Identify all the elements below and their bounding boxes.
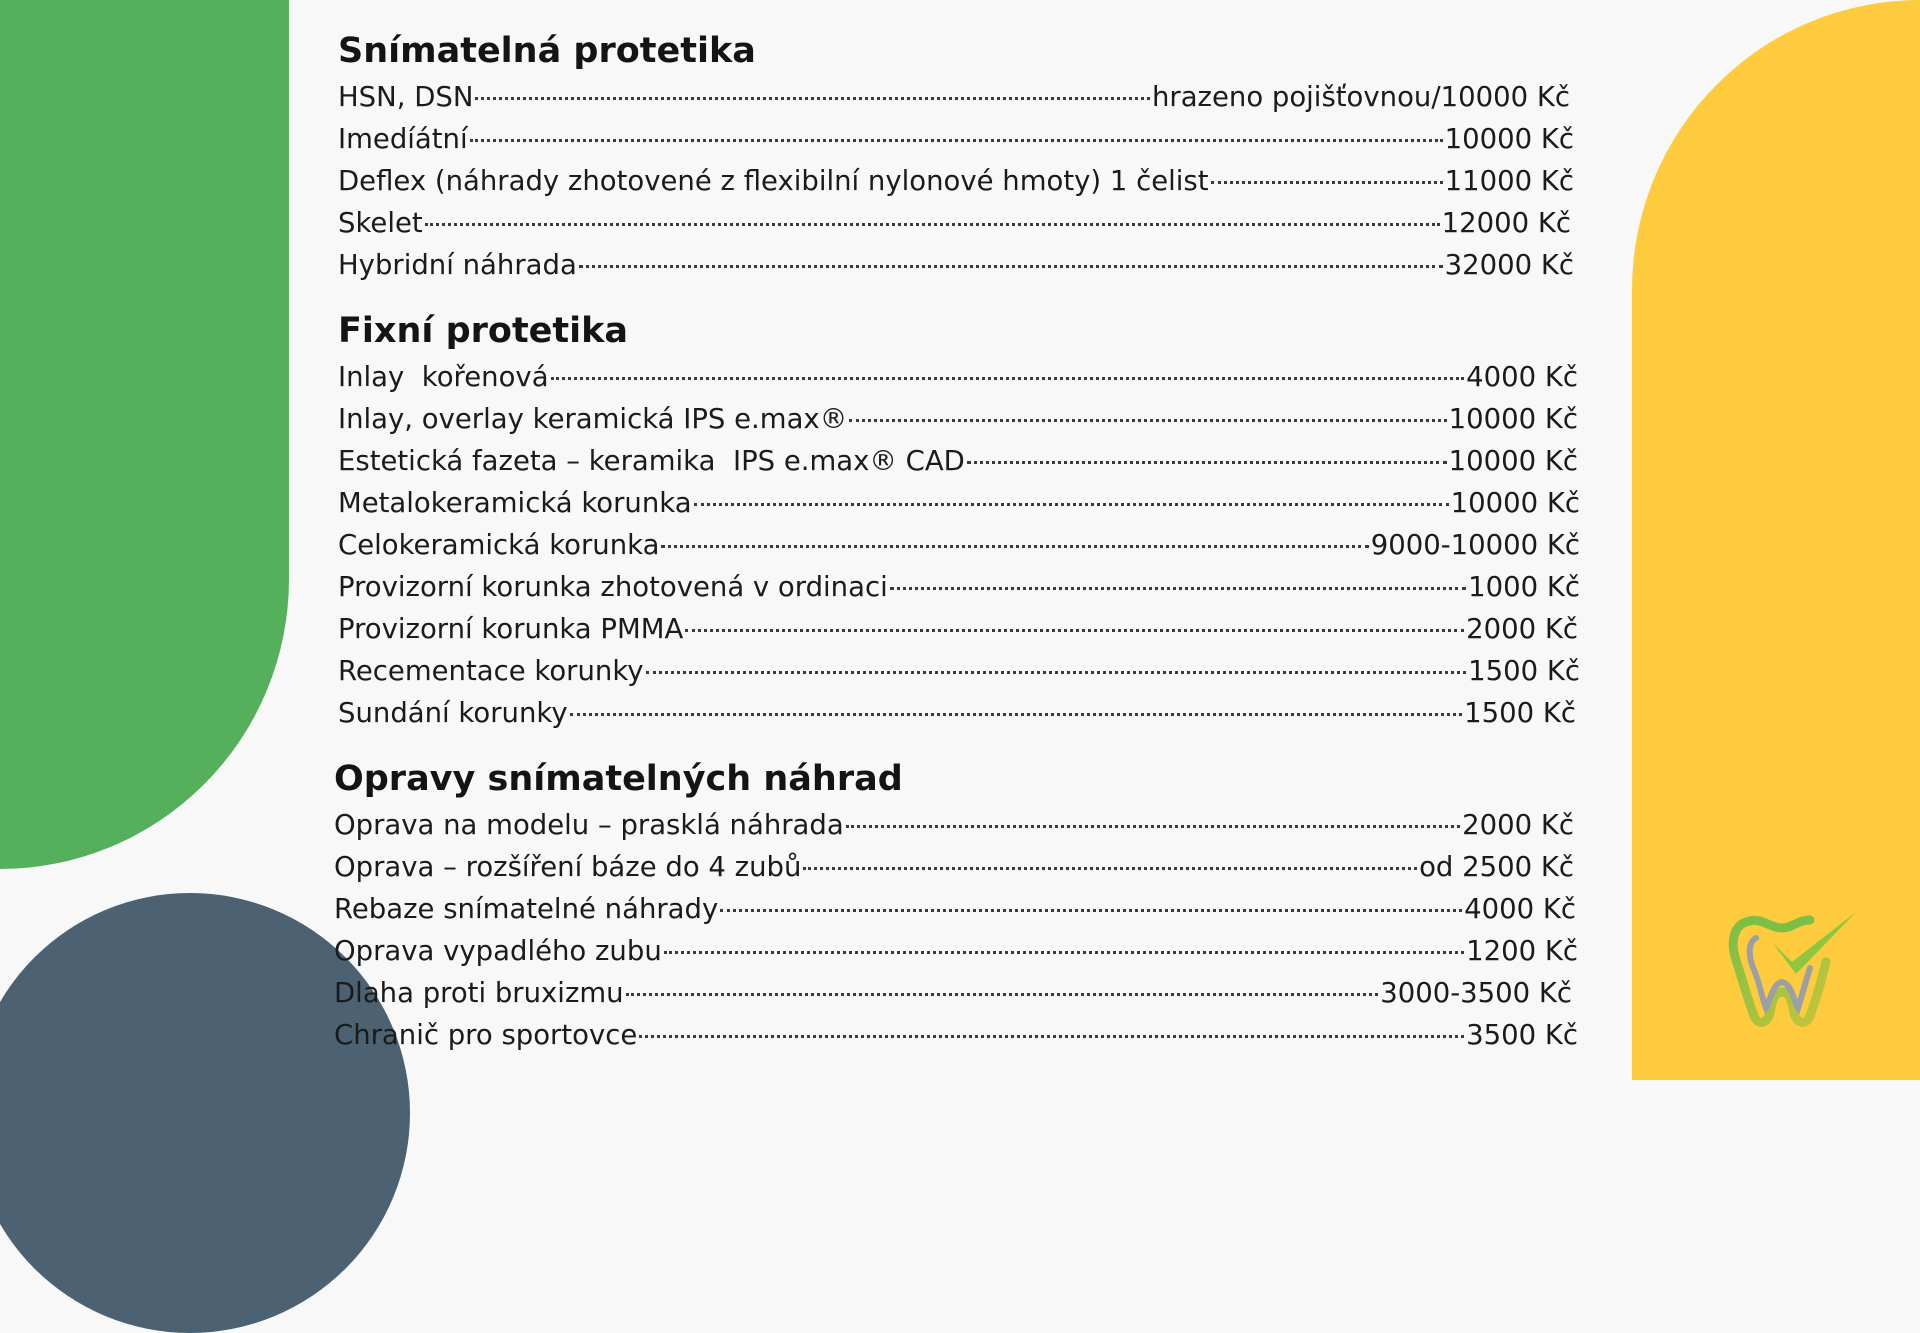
item-name: Inlay kořenová (338, 361, 549, 393)
item-price: 3500 Kč (1466, 1019, 1578, 1051)
item-price: 10000 Kč (1444, 123, 1574, 155)
item-name: Dlaha proti bruxizmu (334, 977, 624, 1009)
item-name: Recementace korunky (338, 655, 644, 687)
item-price: od 2500 Kč (1419, 851, 1574, 883)
item-price: 4000 Kč (1466, 361, 1578, 393)
item-price: hrazeno pojišťovnou/10000 Kč (1151, 81, 1570, 113)
item-name: Provizorní korunka PMMA (338, 613, 684, 645)
item-price: 2000 Kč (1462, 809, 1574, 841)
item-name: Deflex (náhrady zhotovené z flexibilní nylonové hmoty) 1 čelist (338, 165, 1209, 197)
price-row (338, 482, 1580, 524)
price-row (334, 804, 1574, 846)
dot-leader (846, 825, 1460, 828)
dot-leader (470, 139, 1443, 142)
item-price: 12000 Kč (1441, 207, 1571, 239)
price-row (338, 202, 1571, 244)
dot-leader (694, 503, 1449, 506)
item-name: Celokeramická korunka (338, 529, 660, 561)
dot-leader (425, 223, 1440, 226)
item-name: Oprava – rozšíření báze do 4 zubů (334, 851, 802, 883)
price-row (334, 972, 1572, 1014)
price-list (330, 28, 1650, 1056)
dot-leader (551, 377, 1465, 380)
section-removable-prosthetics (338, 28, 1658, 286)
dot-leader (720, 909, 1462, 912)
item-name: HSN, DSN (338, 81, 474, 113)
item-price: 2000 Kč (1466, 613, 1578, 645)
dot-leader (967, 461, 1447, 464)
item-price: 11000 Kč (1444, 165, 1574, 197)
item-name: Hybridní náhrada (338, 249, 577, 281)
dot-leader (1211, 181, 1443, 184)
price-row (338, 440, 1578, 482)
section-fixed-prosthetics (338, 308, 1658, 734)
price-row (338, 356, 1578, 398)
price-row (338, 650, 1580, 692)
item-name: Oprava vypadlého zubu (334, 935, 662, 967)
item-price: 10000 Kč (1448, 445, 1578, 477)
item-price: 32000 Kč (1444, 249, 1574, 281)
section-heading: Snímatelná protetika (338, 31, 756, 71)
green-decorative-shape (0, 0, 289, 869)
item-name: Metalokeramická korunka (338, 487, 692, 519)
price-row (338, 244, 1574, 286)
dot-leader (890, 587, 1466, 590)
price-row (338, 692, 1576, 734)
item-price: 1000 Kč (1468, 571, 1580, 603)
item-name: Estetická fazeta – keramika IPS e.max® CAD (338, 445, 965, 477)
dot-leader (626, 993, 1379, 996)
item-price: 10000 Kč (1450, 487, 1580, 519)
item-name: Sundání korunky (338, 697, 568, 729)
dot-leader (570, 713, 1463, 716)
section-heading: Opravy snímatelných náhrad (334, 759, 903, 799)
dot-leader (849, 419, 1446, 422)
section-heading: Fixní protetika (338, 311, 629, 351)
item-price: 4000 Kč (1464, 893, 1576, 925)
dot-leader (661, 545, 1368, 548)
price-row (338, 566, 1580, 608)
item-name: Skelet (338, 207, 423, 239)
price-row (334, 888, 1576, 930)
item-price: 3000-3500 Kč (1380, 977, 1572, 1009)
price-row (334, 1014, 1578, 1056)
item-name: Oprava na modelu – prasklá náhrada (334, 809, 844, 841)
section-removable-repairs (334, 756, 1654, 1056)
item-price: 10000 Kč (1448, 403, 1578, 435)
item-price: 1200 Kč (1466, 935, 1578, 967)
dot-leader (664, 951, 1464, 954)
dot-leader (475, 97, 1150, 100)
dot-leader (639, 1035, 1464, 1038)
price-row (334, 846, 1574, 888)
dot-leader (685, 629, 1464, 632)
item-name: Rebaze snímatelné náhrady (334, 893, 719, 925)
price-row (338, 76, 1570, 118)
dot-leader (803, 867, 1417, 870)
item-price: 1500 Kč (1468, 655, 1580, 687)
dot-leader (646, 671, 1467, 674)
tooth-with-checkmark-icon (1726, 912, 1864, 1030)
price-row (334, 930, 1578, 972)
price-row (338, 524, 1580, 566)
item-name: Chranič pro sportovce (334, 1019, 638, 1051)
price-row (338, 118, 1574, 160)
price-row (338, 160, 1574, 202)
item-name: Inlay, overlay keramická IPS e.max® (338, 403, 848, 435)
price-row (338, 608, 1578, 650)
dot-leader (579, 265, 1443, 268)
item-name: Provizorní korunka zhotovená v ordinaci (338, 571, 888, 603)
item-name: Imedíátní (338, 123, 468, 155)
price-row (338, 398, 1578, 440)
item-price: 9000-10000 Kč (1370, 529, 1580, 561)
item-price: 1500 Kč (1464, 697, 1576, 729)
